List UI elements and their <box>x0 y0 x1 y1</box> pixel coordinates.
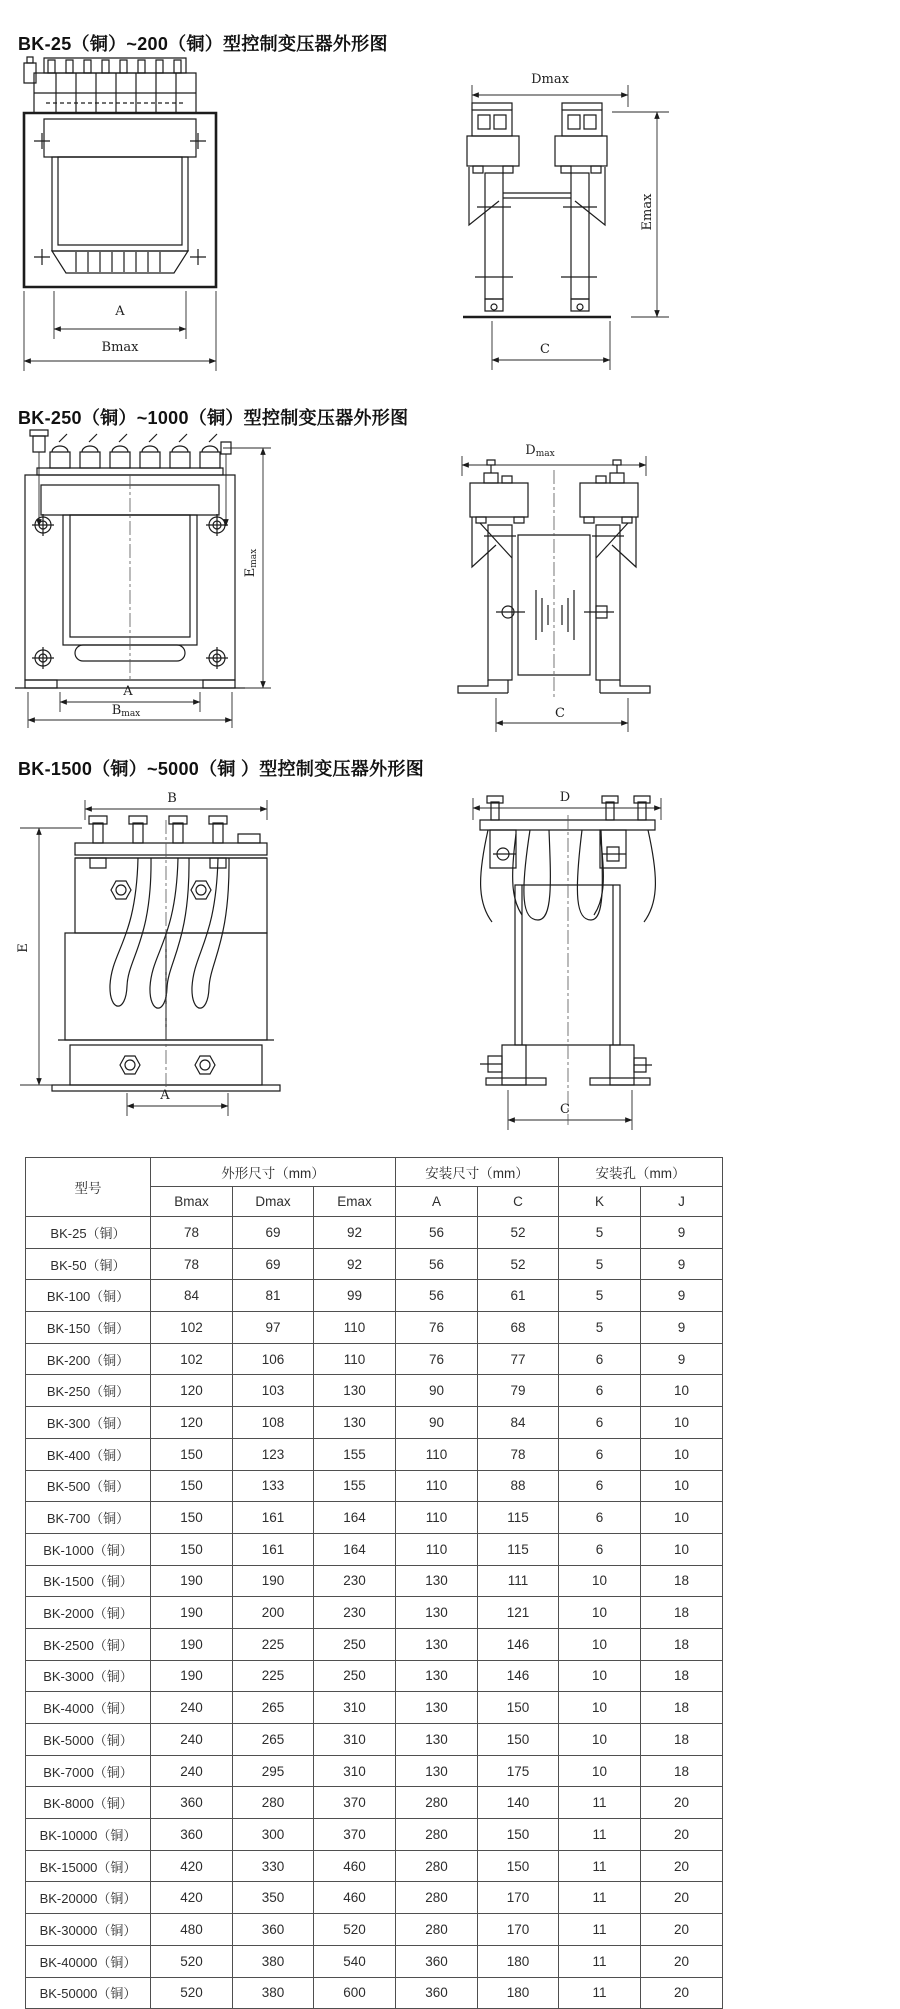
value-cell: 10 <box>641 1375 723 1407</box>
table-row <box>26 1438 723 1470</box>
value-cell: 150 <box>151 1533 233 1565</box>
value-cell: 240 <box>151 1692 233 1724</box>
value-cell: 140 <box>478 1787 559 1819</box>
value-cell: 225 <box>233 1660 314 1692</box>
subheader-c: C <box>478 1187 559 1217</box>
value-cell: 10 <box>559 1724 641 1756</box>
dim-main: D <box>525 443 536 458</box>
value-cell: 10 <box>559 1565 641 1597</box>
section1-title: BK-25（铜）~200（铜）型控制变压器外形图 <box>18 34 388 54</box>
table-row <box>26 1914 723 1946</box>
dim-sub: max <box>249 548 259 568</box>
value-cell: 5 <box>559 1312 641 1344</box>
value-cell: 68 <box>478 1312 559 1344</box>
value-cell: 420 <box>151 1850 233 1882</box>
value-cell: 250 <box>314 1628 396 1660</box>
value-cell: 9 <box>641 1217 723 1249</box>
value-cell: 110 <box>314 1343 396 1375</box>
value-cell: 10 <box>559 1660 641 1692</box>
value-cell: 146 <box>478 1628 559 1660</box>
value-cell: 370 <box>314 1787 396 1819</box>
value-cell: 190 <box>233 1565 314 1597</box>
model-cell: BK-50000（铜） <box>26 1977 151 2009</box>
value-cell: 230 <box>314 1565 396 1597</box>
value-cell: 130 <box>396 1724 478 1756</box>
subheader-dmax: Dmax <box>233 1187 314 1217</box>
table-row <box>26 1724 723 1756</box>
section2-title: BK-250（铜）~1000（铜）型控制变压器外形图 <box>18 408 409 428</box>
value-cell: 90 <box>396 1407 478 1439</box>
dimension-lines <box>24 291 216 371</box>
value-cell: 18 <box>641 1692 723 1724</box>
value-cell: 84 <box>478 1407 559 1439</box>
value-cell: 52 <box>478 1248 559 1280</box>
value-cell: 110 <box>314 1312 396 1344</box>
value-cell: 265 <box>233 1724 314 1756</box>
value-cell: 460 <box>314 1882 396 1914</box>
value-cell: 61 <box>478 1280 559 1312</box>
bk25-200-front-view-drawing <box>20 55 220 375</box>
model-cell: BK-8000（铜） <box>26 1787 151 1819</box>
subheader-emax: Emax <box>314 1187 396 1217</box>
value-cell: 11 <box>559 1787 641 1819</box>
value-cell: 52 <box>478 1217 559 1249</box>
value-cell: 150 <box>151 1470 233 1502</box>
value-cell: 9 <box>641 1343 723 1375</box>
value-cell: 150 <box>478 1819 559 1851</box>
model-cell: BK-1500（铜） <box>26 1565 151 1597</box>
value-cell: 280 <box>396 1819 478 1851</box>
value-cell: 175 <box>478 1755 559 1787</box>
model-cell: BK-50（铜） <box>26 1248 151 1280</box>
model-cell: BK-4000（铜） <box>26 1692 151 1724</box>
value-cell: 295 <box>233 1755 314 1787</box>
value-cell: 18 <box>641 1755 723 1787</box>
value-cell: 10 <box>559 1597 641 1629</box>
value-cell: 123 <box>233 1438 314 1470</box>
value-cell: 56 <box>396 1280 478 1312</box>
model-cell: BK-1000（铜） <box>26 1533 151 1565</box>
value-cell: 20 <box>641 1787 723 1819</box>
value-cell: 350 <box>233 1882 314 1914</box>
value-cell: 110 <box>396 1470 478 1502</box>
table-row <box>26 1787 723 1819</box>
dim-label-a: A <box>160 1088 170 1103</box>
value-cell: 6 <box>559 1375 641 1407</box>
value-cell: 6 <box>559 1407 641 1439</box>
value-cell: 360 <box>396 1977 478 2009</box>
core-body <box>15 475 245 688</box>
value-cell: 11 <box>559 1819 641 1851</box>
value-cell: 6 <box>559 1438 641 1470</box>
value-cell: 88 <box>478 1470 559 1502</box>
dim-main: B <box>111 703 122 718</box>
value-cell: 330 <box>233 1850 314 1882</box>
value-cell: 102 <box>151 1343 233 1375</box>
table-row <box>26 1882 723 1914</box>
value-cell: 300 <box>233 1819 314 1851</box>
dim-label-d: D <box>559 790 571 805</box>
table-row <box>26 1248 723 1280</box>
value-cell: 180 <box>478 1945 559 1977</box>
value-cell: 6 <box>559 1470 641 1502</box>
value-cell: 150 <box>478 1724 559 1756</box>
value-cell: 280 <box>396 1787 478 1819</box>
value-cell: 164 <box>314 1502 396 1534</box>
value-cell: 380 <box>233 1977 314 2009</box>
model-cell: BK-5000（铜） <box>26 1724 151 1756</box>
value-cell: 120 <box>151 1407 233 1439</box>
value-cell: 280 <box>396 1882 478 1914</box>
value-cell: 10 <box>641 1470 723 1502</box>
value-cell: 110 <box>396 1438 478 1470</box>
value-cell: 5 <box>559 1248 641 1280</box>
value-cell: 310 <box>314 1755 396 1787</box>
value-cell: 310 <box>314 1692 396 1724</box>
value-cell: 130 <box>396 1565 478 1597</box>
base <box>463 299 611 317</box>
value-cell: 150 <box>478 1850 559 1882</box>
value-cell: 360 <box>151 1819 233 1851</box>
spec-table <box>25 1157 723 2009</box>
table-row <box>26 1755 723 1787</box>
value-cell: 190 <box>151 1628 233 1660</box>
model-cell: BK-20000（铜） <box>26 1882 151 1914</box>
value-cell: 130 <box>396 1755 478 1787</box>
table-row <box>26 1217 723 1249</box>
value-cell: 600 <box>314 1977 396 2009</box>
value-cell: 6 <box>559 1533 641 1565</box>
table-body <box>26 1217 723 2009</box>
table-row <box>26 1280 723 1312</box>
value-cell: 10 <box>559 1692 641 1724</box>
value-cell: 150 <box>151 1438 233 1470</box>
value-cell: 310 <box>314 1724 396 1756</box>
feet <box>480 1045 652 1085</box>
value-cell: 56 <box>396 1248 478 1280</box>
table-row <box>26 1312 723 1344</box>
value-cell: 115 <box>478 1502 559 1534</box>
header-mounting-dims: 安装尺寸（mm） <box>396 1158 559 1187</box>
value-cell: 200 <box>233 1597 314 1629</box>
value-cell: 130 <box>314 1407 396 1439</box>
table-row <box>26 1819 723 1851</box>
table-row <box>26 1660 723 1692</box>
table-row <box>26 1407 723 1439</box>
dim-label-a: A <box>115 304 125 319</box>
value-cell: 102 <box>151 1312 233 1344</box>
value-cell: 121 <box>478 1597 559 1629</box>
value-cell: 6 <box>559 1343 641 1375</box>
value-cell: 81 <box>233 1280 314 1312</box>
value-cell: 92 <box>314 1217 396 1249</box>
value-cell: 130 <box>314 1375 396 1407</box>
value-cell: 110 <box>396 1533 478 1565</box>
value-cell: 161 <box>233 1502 314 1534</box>
value-cell: 76 <box>396 1312 478 1344</box>
dim-label-bmax: Bmax <box>101 340 139 355</box>
value-cell: 90 <box>396 1375 478 1407</box>
model-cell: BK-2500（铜） <box>26 1628 151 1660</box>
dim-sub: max <box>121 709 141 719</box>
terminal-row <box>30 430 231 526</box>
terminal-block <box>24 57 196 113</box>
value-cell: 20 <box>641 1945 723 1977</box>
value-cell: 5 <box>559 1280 641 1312</box>
value-cell: 18 <box>641 1628 723 1660</box>
value-cell: 11 <box>559 1945 641 1977</box>
value-cell: 146 <box>478 1660 559 1692</box>
core-body <box>24 113 216 287</box>
value-cell: 78 <box>478 1438 559 1470</box>
header-model: 型号 <box>26 1158 151 1217</box>
header-mounting-holes: 安装孔（mm） <box>559 1158 723 1187</box>
value-cell: 6 <box>559 1502 641 1534</box>
value-cell: 103 <box>233 1375 314 1407</box>
value-cell: 164 <box>314 1533 396 1565</box>
lead-loops <box>524 830 603 920</box>
dim-label-dmax: Dmax <box>531 72 569 87</box>
value-cell: 84 <box>151 1280 233 1312</box>
value-cell: 56 <box>396 1217 478 1249</box>
value-cell: 360 <box>233 1914 314 1946</box>
table-row <box>26 1375 723 1407</box>
value-cell: 9 <box>641 1312 723 1344</box>
subheader-k: K <box>559 1187 641 1217</box>
value-cell: 225 <box>233 1628 314 1660</box>
header-outline-dims: 外形尺寸（mm） <box>151 1158 396 1187</box>
terminal-rail <box>75 816 267 868</box>
value-cell: 280 <box>396 1850 478 1882</box>
value-cell: 20 <box>641 1977 723 2009</box>
value-cell: 9 <box>641 1248 723 1280</box>
value-cell: 20 <box>641 1914 723 1946</box>
value-cell: 20 <box>641 1819 723 1851</box>
value-cell: 20 <box>641 1882 723 1914</box>
model-cell: BK-30000（铜） <box>26 1914 151 1946</box>
value-cell: 190 <box>151 1660 233 1692</box>
model-cell: BK-150（铜） <box>26 1312 151 1344</box>
value-cell: 9 <box>641 1280 723 1312</box>
value-cell: 540 <box>314 1945 396 1977</box>
model-cell: BK-15000（铜） <box>26 1850 151 1882</box>
model-cell: BK-200（铜） <box>26 1343 151 1375</box>
dimension-lines <box>20 800 267 1116</box>
value-cell: 10 <box>641 1502 723 1534</box>
value-cell: 155 <box>314 1438 396 1470</box>
model-cell: BK-2000（铜） <box>26 1597 151 1629</box>
value-cell: 190 <box>151 1597 233 1629</box>
value-cell: 20 <box>641 1850 723 1882</box>
value-cell: 370 <box>314 1819 396 1851</box>
table-row <box>26 1533 723 1565</box>
dim-label-bmax <box>96 703 156 719</box>
dim-label-dmax <box>510 443 570 459</box>
value-cell: 190 <box>151 1565 233 1597</box>
value-cell: 150 <box>151 1502 233 1534</box>
value-cell: 250 <box>314 1660 396 1692</box>
upper-block <box>75 858 267 933</box>
dim-label-e: E <box>16 943 31 953</box>
model-cell: BK-300（铜） <box>26 1407 151 1439</box>
value-cell: 69 <box>233 1217 314 1249</box>
value-cell: 76 <box>396 1343 478 1375</box>
model-cell: BK-10000（铜） <box>26 1819 151 1851</box>
value-cell: 240 <box>151 1755 233 1787</box>
model-cell: BK-40000（铜） <box>26 1945 151 1977</box>
terminal-tops <box>472 103 602 136</box>
value-cell: 111 <box>478 1565 559 1597</box>
value-cell: 78 <box>151 1248 233 1280</box>
value-cell: 18 <box>641 1724 723 1756</box>
value-cell: 420 <box>151 1882 233 1914</box>
dim-main: E <box>243 567 258 578</box>
value-cell: 110 <box>396 1502 478 1534</box>
model-cell: BK-7000（铜） <box>26 1755 151 1787</box>
value-cell: 10 <box>641 1438 723 1470</box>
value-cell: 120 <box>151 1375 233 1407</box>
value-cell: 520 <box>151 1945 233 1977</box>
value-cell: 79 <box>478 1375 559 1407</box>
value-cell: 180 <box>478 1977 559 2009</box>
value-cell: 161 <box>233 1533 314 1565</box>
value-cell: 130 <box>396 1692 478 1724</box>
table-row <box>26 1343 723 1375</box>
value-cell: 78 <box>151 1217 233 1249</box>
bk1500-5000-side-view-drawing <box>460 790 675 1135</box>
value-cell: 11 <box>559 1882 641 1914</box>
model-cell: BK-500（铜） <box>26 1470 151 1502</box>
value-cell: 240 <box>151 1724 233 1756</box>
table-row <box>26 1502 723 1534</box>
value-cell: 10 <box>559 1755 641 1787</box>
section3-title: BK-1500（铜）~5000（铜 ）型控制变压器外形图 <box>18 759 424 779</box>
model-cell: BK-25（铜） <box>26 1217 151 1249</box>
model-cell: BK-250（铜） <box>26 1375 151 1407</box>
value-cell: 520 <box>314 1914 396 1946</box>
subheader-j: J <box>641 1187 723 1217</box>
value-cell: 106 <box>233 1343 314 1375</box>
value-cell: 10 <box>559 1628 641 1660</box>
value-cell: 108 <box>233 1407 314 1439</box>
dim-label-b: B <box>167 791 177 806</box>
dim-label-c: C <box>555 706 565 721</box>
value-cell: 92 <box>314 1248 396 1280</box>
table-row <box>26 1628 723 1660</box>
table-row <box>26 1470 723 1502</box>
bk250-1000-side-view-drawing <box>450 440 660 735</box>
bk1500-5000-front-view-drawing <box>10 790 305 1120</box>
value-cell: 230 <box>314 1597 396 1629</box>
model-cell: BK-400（铜） <box>26 1438 151 1470</box>
value-cell: 11 <box>559 1914 641 1946</box>
subheader-a: A <box>396 1187 478 1217</box>
dim-sub: max <box>535 449 555 459</box>
subheader-bmax: Bmax <box>151 1187 233 1217</box>
value-cell: 360 <box>396 1945 478 1977</box>
value-cell: 115 <box>478 1533 559 1565</box>
dim-label-emax <box>243 533 259 593</box>
value-cell: 11 <box>559 1977 641 2009</box>
value-cell: 11 <box>559 1850 641 1882</box>
value-cell: 18 <box>641 1597 723 1629</box>
value-cell: 170 <box>478 1882 559 1914</box>
value-cell: 18 <box>641 1565 723 1597</box>
table-row <box>26 1565 723 1597</box>
dim-label-a: A <box>123 684 133 699</box>
model-cell: BK-700（铜） <box>26 1502 151 1534</box>
dim-label-emax: Emax <box>640 193 655 231</box>
value-cell: 130 <box>396 1597 478 1629</box>
model-cell: BK-100（铜） <box>26 1280 151 1312</box>
value-cell: 155 <box>314 1470 396 1502</box>
value-cell: 265 <box>233 1692 314 1724</box>
value-cell: 18 <box>641 1660 723 1692</box>
value-cell: 480 <box>151 1914 233 1946</box>
table-row <box>26 1977 723 2009</box>
value-cell: 170 <box>478 1914 559 1946</box>
brackets <box>467 136 607 299</box>
value-cell: 520 <box>151 1977 233 2009</box>
value-cell: 69 <box>233 1248 314 1280</box>
dim-label-c: C <box>540 342 550 357</box>
value-cell: 5 <box>559 1217 641 1249</box>
value-cell: 77 <box>478 1343 559 1375</box>
value-cell: 133 <box>233 1470 314 1502</box>
value-cell: 280 <box>233 1787 314 1819</box>
value-cell: 280 <box>396 1914 478 1946</box>
table-row <box>26 1597 723 1629</box>
value-cell: 150 <box>478 1692 559 1724</box>
value-cell: 97 <box>233 1312 314 1344</box>
model-cell: BK-3000（铜） <box>26 1660 151 1692</box>
value-cell: 360 <box>151 1787 233 1819</box>
table-row <box>26 1692 723 1724</box>
value-cell: 130 <box>396 1628 478 1660</box>
value-cell: 380 <box>233 1945 314 1977</box>
dim-label-c: C <box>560 1102 570 1117</box>
value-cell: 460 <box>314 1850 396 1882</box>
value-cell: 99 <box>314 1280 396 1312</box>
value-cell: 10 <box>641 1407 723 1439</box>
table-row <box>26 1945 723 1977</box>
table-row <box>26 1850 723 1882</box>
value-cell: 130 <box>396 1660 478 1692</box>
value-cell: 10 <box>641 1533 723 1565</box>
